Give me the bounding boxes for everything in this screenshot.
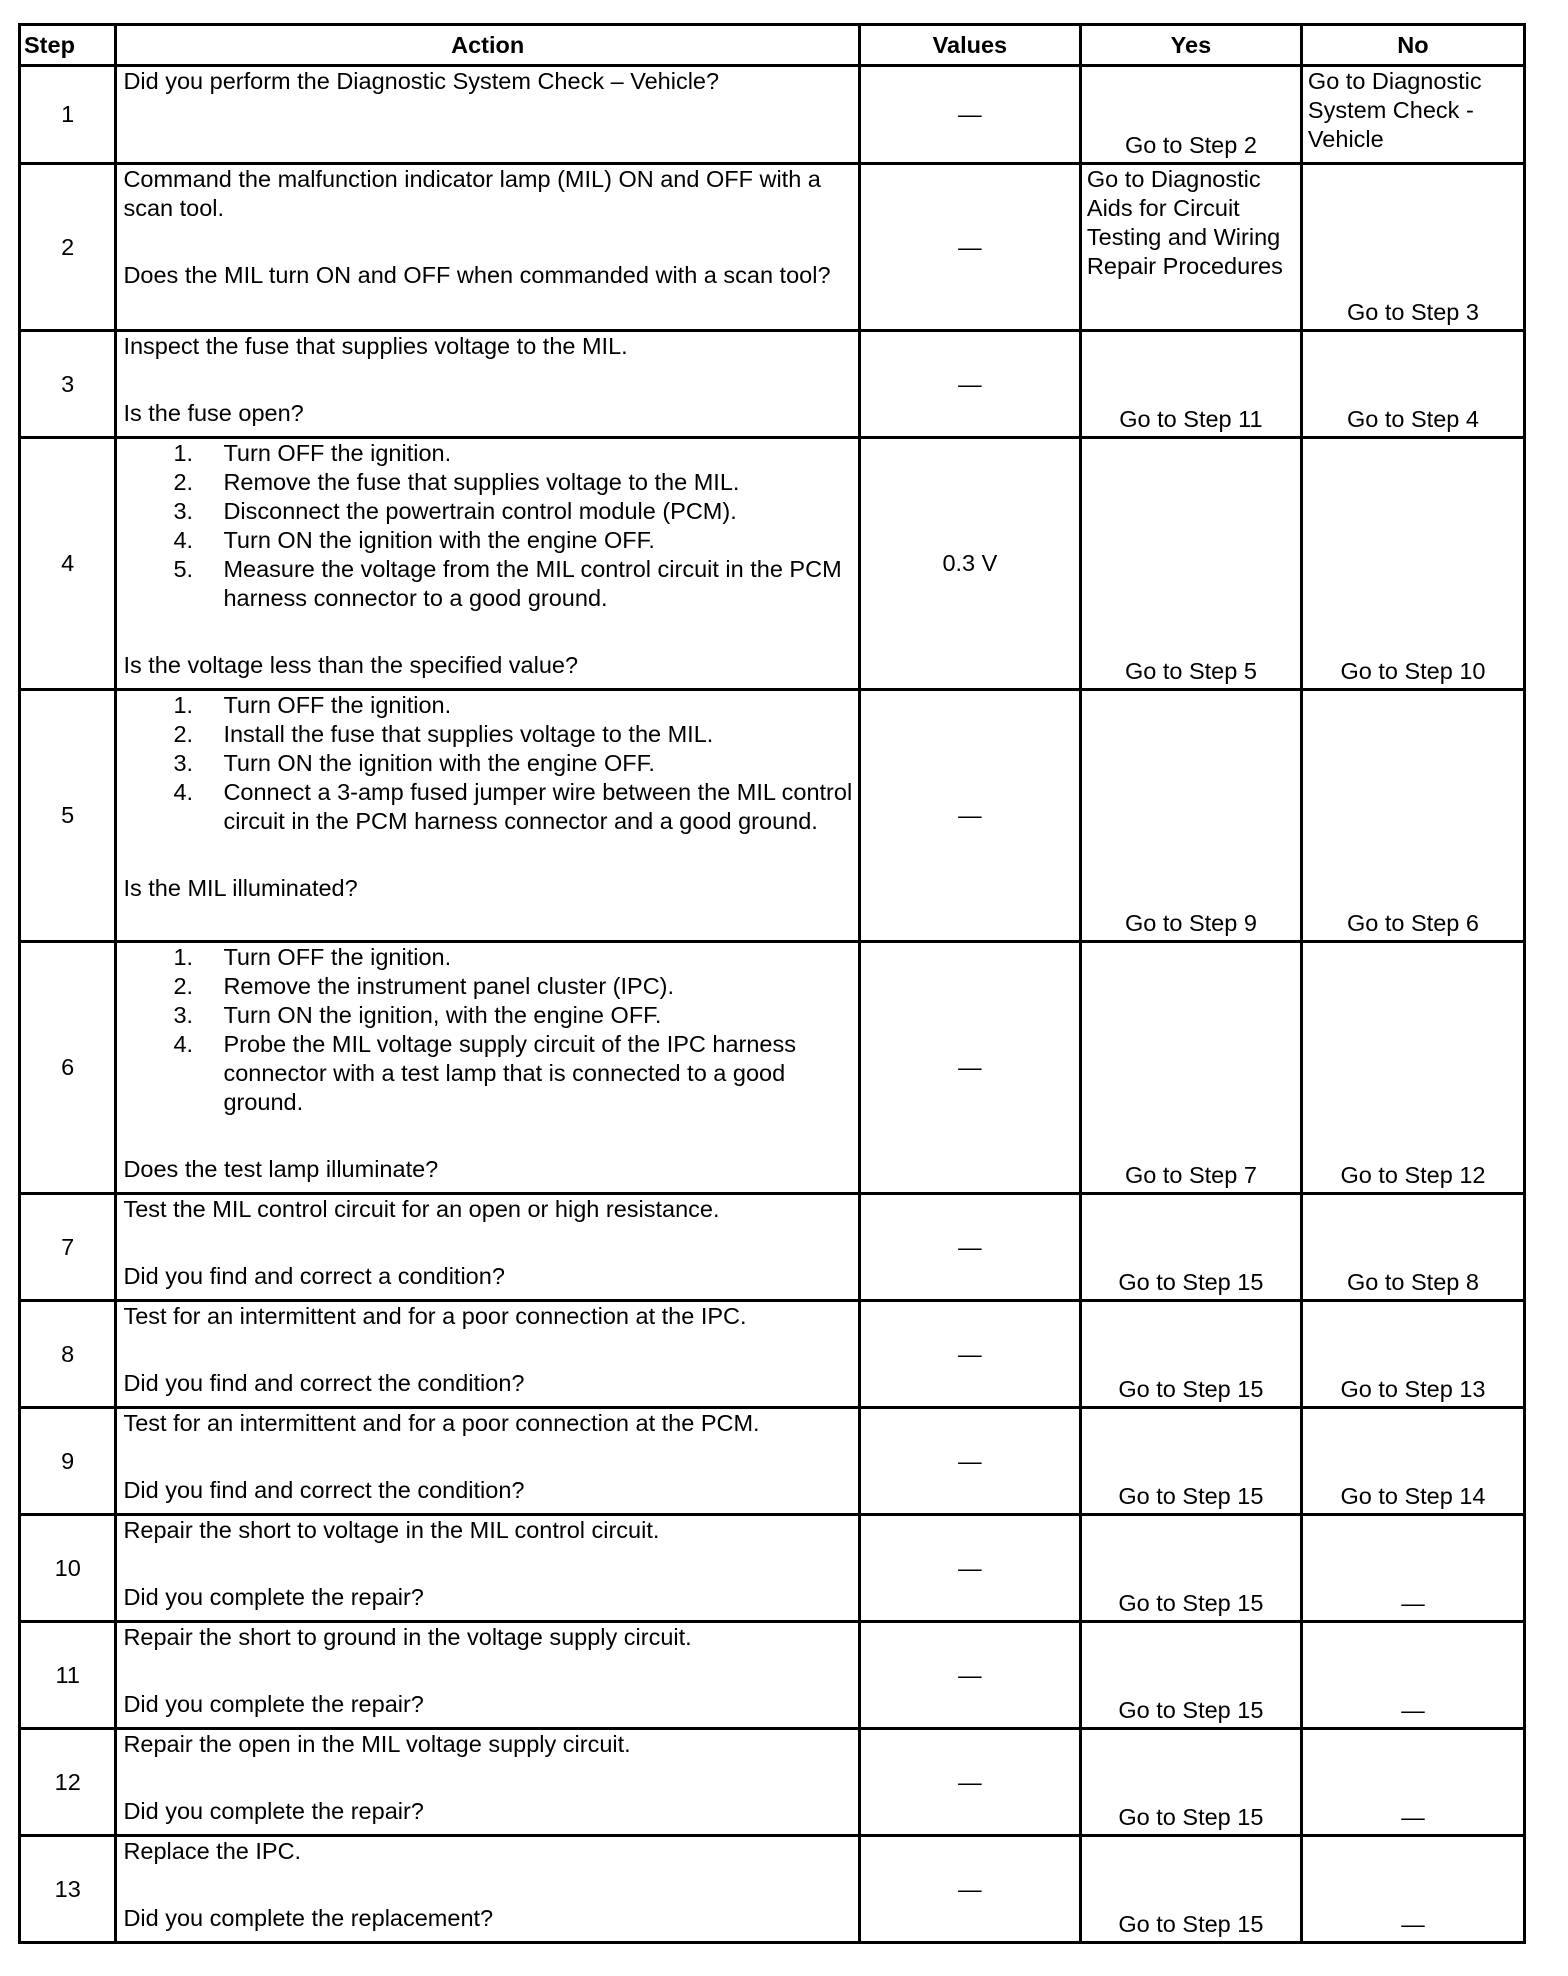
action-step-text: Probe the MIL voltage supply circuit of the IPC harness connector with a test lamp that is connected to a good ground. <box>223 1031 796 1115</box>
table-row <box>20 164 1525 331</box>
header-yes: Yes <box>1080 25 1301 66</box>
action-text: Test for an intermittent and for a poor connection at the PCM. <box>123 1410 760 1436</box>
values-cell: — <box>859 164 1080 331</box>
action-cell <box>116 66 859 164</box>
header-row <box>20 25 1525 66</box>
action-text: Repair the short to ground in the voltage supply circuit. <box>123 1624 692 1650</box>
action-step-text: Disconnect the powertrain control module (PCM). <box>223 498 737 524</box>
values-cell: — <box>859 331 1080 438</box>
action-question: Did you find and correct the condition? <box>123 1370 525 1396</box>
no-cell: Go to Step 13 <box>1301 1301 1524 1408</box>
table-row <box>20 331 1525 438</box>
no-cell: Go to Step 10 <box>1301 438 1524 690</box>
yes-cell: Go to Step 15 <box>1080 1515 1301 1622</box>
no-cell: — <box>1301 1515 1524 1622</box>
action-step-item: 5. Measure the voltage from the MIL control circuit in the PCM harness connector to a good ground. <box>173 556 842 611</box>
step-number: 5 <box>20 690 116 942</box>
action-cell <box>116 1729 859 1836</box>
action-text: Test the MIL control circuit for an open or high resistance. <box>123 1196 720 1222</box>
action-cell <box>116 1301 859 1408</box>
no-cell: — <box>1301 1836 1524 1943</box>
yes-cell: Go to Step 15 <box>1080 1729 1301 1836</box>
step-number: 12 <box>20 1729 116 1836</box>
step-number: 6 <box>20 942 116 1194</box>
action-question: Is the voltage less than the specified value? <box>123 652 579 678</box>
step-number: 9 <box>20 1408 116 1515</box>
action-cell <box>116 1408 859 1515</box>
step-number: 8 <box>20 1301 116 1408</box>
table-row <box>20 1729 1525 1836</box>
step-number: 11 <box>20 1622 116 1729</box>
header-no: No <box>1301 25 1524 66</box>
action-question: Did you find and correct a condition? <box>123 1263 505 1289</box>
action-step-text: Install the fuse that supplies voltage to the MIL. <box>223 721 714 747</box>
action-question: Did you complete the replacement? <box>123 1905 494 1931</box>
yes-cell: Go to Step 7 <box>1080 942 1301 1194</box>
step-number: 4 <box>20 438 116 690</box>
action-text: Did you perform the Diagnostic System Check – Vehicle? <box>123 68 720 94</box>
table-row <box>20 1622 1525 1729</box>
action-step-item: 2. Remove the instrument panel cluster (IPC). <box>173 973 675 999</box>
no-cell: Go to Step 14 <box>1301 1408 1524 1515</box>
action-question: Does the test lamp illuminate? <box>123 1156 439 1182</box>
action-question: Is the MIL illuminated? <box>123 875 358 901</box>
no-cell: Go to Step 6 <box>1301 690 1524 942</box>
values-cell: — <box>859 1301 1080 1408</box>
action-step-item: 3. Disconnect the powertrain control module (PCM). <box>173 498 737 524</box>
action-steps-list <box>123 439 853 613</box>
action-cell <box>116 438 859 690</box>
values-cell: — <box>859 690 1080 942</box>
table-row <box>20 1194 1525 1301</box>
action-cell <box>116 690 859 942</box>
yes-cell: Go to Step 11 <box>1080 331 1301 438</box>
table-row <box>20 1515 1525 1622</box>
values-cell: 0.3 V <box>859 438 1080 690</box>
table-row <box>20 942 1525 1194</box>
table-row <box>20 1836 1525 1943</box>
no-cell: — <box>1301 1729 1524 1836</box>
action-cell <box>116 164 859 331</box>
yes-cell: Go to Diagnostic Aids for Circuit Testing and Wiring Repair Procedures <box>1080 164 1301 331</box>
action-step-item: 1. Turn OFF the ignition. <box>173 692 452 718</box>
table-row <box>20 690 1525 942</box>
step-number: 10 <box>20 1515 116 1622</box>
yes-cell: Go to Step 15 <box>1080 1301 1301 1408</box>
values-cell: — <box>859 942 1080 1194</box>
action-step-text: Turn ON the ignition with the engine OFF. <box>223 750 655 776</box>
yes-cell: Go to Step 15 <box>1080 1194 1301 1301</box>
action-step-text: Turn ON the ignition with the engine OFF. <box>223 527 655 553</box>
header-values: Values <box>859 25 1080 66</box>
action-cell <box>116 1194 859 1301</box>
action-question: Did you complete the repair? <box>123 1584 424 1610</box>
no-cell: Go to Step 4 <box>1301 331 1524 438</box>
header-step: Step <box>20 25 116 66</box>
action-step-text: Connect a 3-amp fused jumper wire between the MIL control circuit in the PCM harness connector and a good ground. <box>223 779 853 834</box>
step-number: 2 <box>20 164 116 331</box>
action-steps-list <box>123 691 853 836</box>
action-cell <box>116 1515 859 1622</box>
action-cell <box>116 942 859 1194</box>
action-cell <box>116 1836 859 1943</box>
action-step-text: Remove the fuse that supplies voltage to the MIL. <box>223 469 740 495</box>
no-cell: Go to Step 8 <box>1301 1194 1524 1301</box>
action-step-text: Remove the instrument panel cluster (IPC). <box>223 973 675 999</box>
table-row <box>20 1301 1525 1408</box>
action-question: Did you complete the repair? <box>123 1798 424 1824</box>
action-step-text: Turn OFF the ignition. <box>223 692 452 718</box>
action-step-item: 4. Probe the MIL voltage supply circuit of the IPC harness connector with a test lamp that is connected to a good ground. <box>173 1031 796 1115</box>
no-cell: — <box>1301 1622 1524 1729</box>
yes-cell: Go to Step 15 <box>1080 1408 1301 1515</box>
action-cell <box>116 331 859 438</box>
action-steps-list <box>123 943 853 1117</box>
table-row <box>20 66 1525 164</box>
action-step-item: 2. Install the fuse that supplies voltage to the MIL. <box>173 721 714 747</box>
step-number: 1 <box>20 66 116 164</box>
action-question: Did you complete the repair? <box>123 1691 424 1717</box>
step-number: 7 <box>20 1194 116 1301</box>
step-number: 3 <box>20 331 116 438</box>
table-row <box>20 1408 1525 1515</box>
action-step-item: 1. Turn OFF the ignition. <box>173 944 452 970</box>
no-cell: Go to Diagnostic System Check - Vehicle <box>1301 66 1524 164</box>
action-text: Test for an intermittent and for a poor connection at the IPC. <box>123 1303 747 1329</box>
table-row <box>20 438 1525 690</box>
action-text: Inspect the fuse that supplies voltage to the MIL. <box>123 333 628 359</box>
action-text: Replace the IPC. <box>123 1838 302 1864</box>
diagnostic-table <box>18 23 1526 1944</box>
action-step-item: 3. Turn ON the ignition, with the engine OFF. <box>173 1002 662 1028</box>
values-cell: — <box>859 1622 1080 1729</box>
values-cell: — <box>859 1836 1080 1943</box>
action-question: Is the fuse open? <box>123 400 304 426</box>
values-cell: — <box>859 1194 1080 1301</box>
action-step-item: 4. Turn ON the ignition with the engine OFF. <box>173 527 655 553</box>
action-text: Repair the short to voltage in the MIL control circuit. <box>123 1517 660 1543</box>
yes-cell: Go to Step 15 <box>1080 1836 1301 1943</box>
action-question: Did you find and correct the condition? <box>123 1477 525 1503</box>
action-step-text: Turn OFF the ignition. <box>223 440 452 466</box>
action-step-item: 2. Remove the fuse that supplies voltage to the MIL. <box>173 469 740 495</box>
action-step-text: Turn OFF the ignition. <box>223 944 452 970</box>
no-cell: Go to Step 12 <box>1301 942 1524 1194</box>
action-cell <box>116 1622 859 1729</box>
values-cell: — <box>859 66 1080 164</box>
values-cell: — <box>859 1729 1080 1836</box>
yes-cell: Go to Step 2 <box>1080 66 1301 164</box>
action-step-text: Measure the voltage from the MIL control circuit in the PCM harness connector to a good ground. <box>223 556 842 611</box>
action-step-item: 1. Turn OFF the ignition. <box>173 440 452 466</box>
header-action: Action <box>116 25 859 66</box>
action-text: Command the malfunction indicator lamp (MIL) ON and OFF with a scan tool. <box>123 166 821 221</box>
yes-cell: Go to Step 15 <box>1080 1622 1301 1729</box>
yes-cell: Go to Step 5 <box>1080 438 1301 690</box>
step-number: 13 <box>20 1836 116 1943</box>
action-step-item: 3. Turn ON the ignition with the engine OFF. <box>173 750 655 776</box>
no-cell: Go to Step 3 <box>1301 164 1524 331</box>
action-step-item: 4. Connect a 3-amp fused jumper wire between the MIL control circuit in the PCM harness connector and a good ground. <box>173 779 853 834</box>
yes-cell: Go to Step 9 <box>1080 690 1301 942</box>
action-text: Repair the open in the MIL voltage supply circuit. <box>123 1731 631 1757</box>
action-step-text: Turn ON the ignition, with the engine OFF. <box>223 1002 662 1028</box>
values-cell: — <box>859 1515 1080 1622</box>
values-cell: — <box>859 1408 1080 1515</box>
action-question: Does the MIL turn ON and OFF when commanded with a scan tool? <box>123 262 831 288</box>
